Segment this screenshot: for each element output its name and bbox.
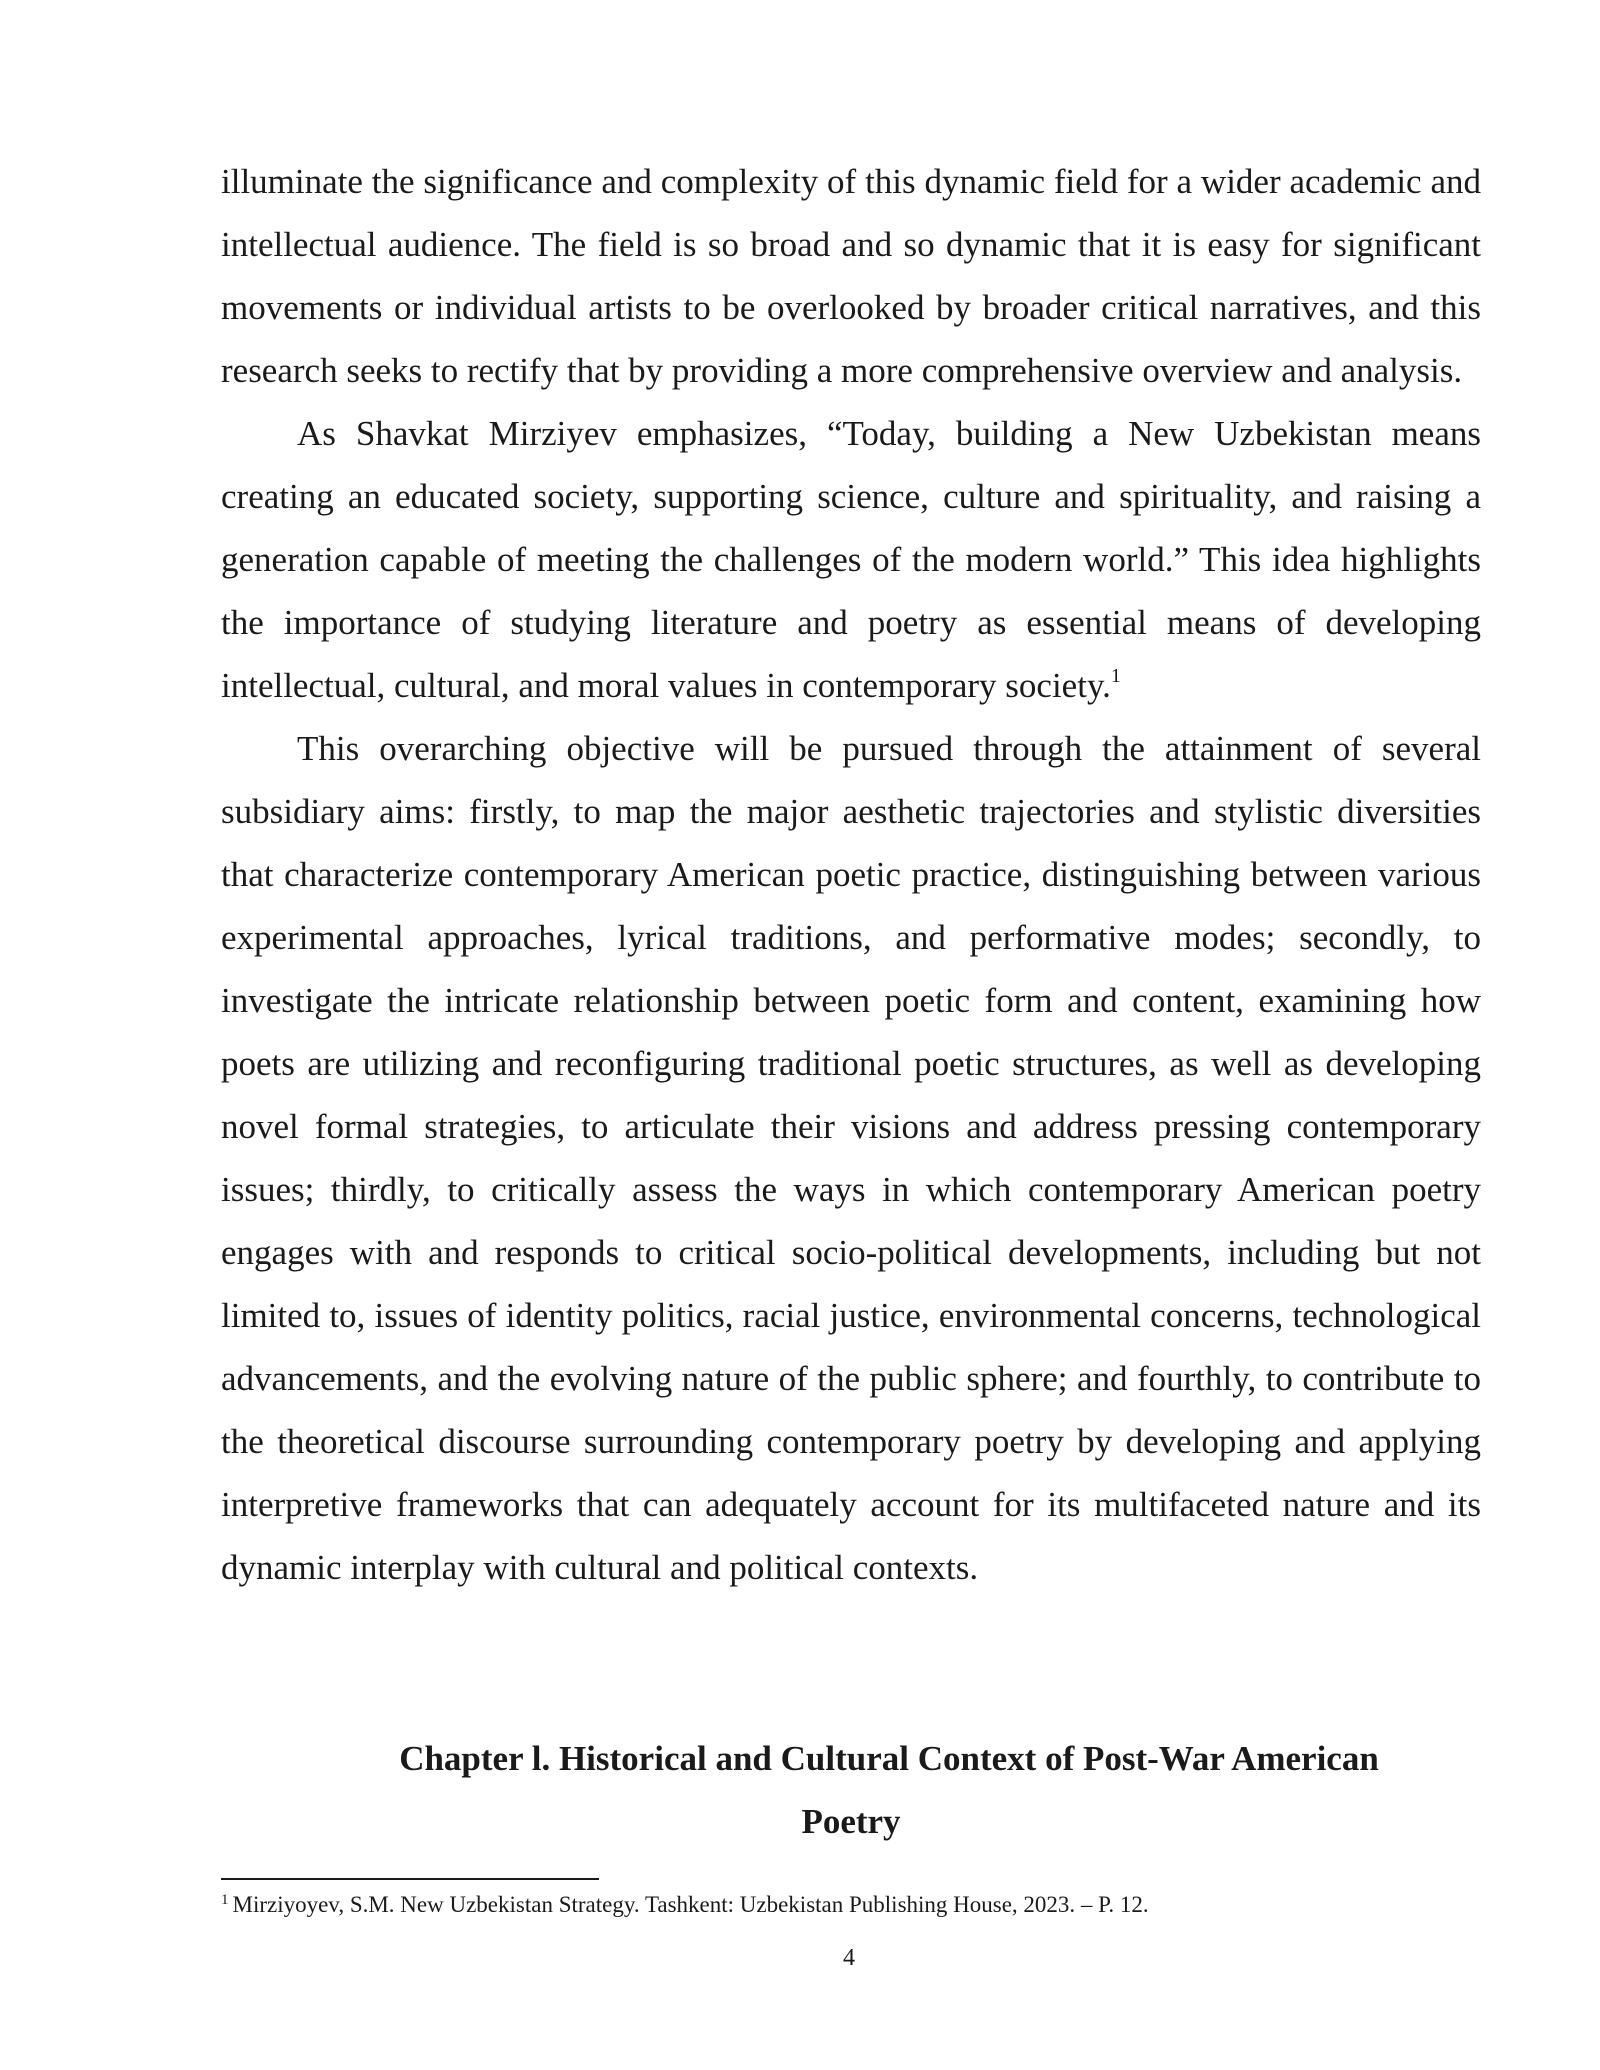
- paragraph-quote-text: As Shavkat Mirziyev emphasizes, “Today, building a New Uzbekistan means creating an educated society, supporting science, culture and spirituality, and raising a generation capable of meeting the challenges of the modern world.” This idea highlights the importance of studying literature and poetry as essential means of developing intellectual, cultural, and moral values in contemporary society.: [221, 414, 1481, 705]
- chapter-heading-line-2: Poetry: [801, 1802, 901, 1841]
- body-text: [221, 150, 1481, 1599]
- paragraph-objectives: This overarching objective will be pursued through the attainment of several subsidiary aims: firstly, to map the major aesthetic trajectories and stylistic diversities that characterize contemporary American poetic practice, distinguishing between various experimental approaches, lyrical traditions, and performative modes; secondly, to investigate the intricate relationship between poetic form and content, examining how poets are utilizing and reconfiguring traditional poetic structures, as well as developing novel formal strategies, to articulate their visions and address pressing contemporary issues; thirdly, to critically assess the ways in which contemporary American poetry engages with and responds to critical socio-political developments, including but not limited to, issues of identity politics, racial justice, environmental concerns, technological advancements, and the evolving nature of the public sphere; and fourthly, to contribute to the theoretical discourse surrounding contemporary poetry by developing and applying interpretive frameworks that can adequately account for its multifaceted nature and its dynamic interplay with cultural and political contexts.: [221, 729, 1481, 1587]
- chapter-heading-line-1: Chapter l. Historical and Cultural Context of Post-War American: [399, 1739, 1379, 1778]
- page-number: 4: [843, 1945, 855, 1971]
- footnote-text: Mirziyoyev, S.M. New Uzbekistan Strategy. Tashkent: Uzbekistan Publishing House, 2023. – P. 12.: [232, 1892, 1149, 1917]
- paragraph-quote: [221, 402, 1481, 717]
- paragraph-continuation: illuminate the significance and complexity of this dynamic field for a wider academic and intellectual audience. The field is so broad and so dynamic that it is easy for significant movements or individual artists to be overlooked by broader critical narratives, and this research seeks to rectify that by providing a more comprehensive overview and analysis.: [221, 162, 1481, 390]
- footnote-reference[interactable]: 1: [1110, 665, 1121, 687]
- footnote-mark: 1: [221, 1892, 229, 1908]
- footnote-separator: [221, 1878, 599, 1880]
- chapter-heading: [221, 1727, 1481, 1853]
- footnote: [221, 1890, 1481, 1920]
